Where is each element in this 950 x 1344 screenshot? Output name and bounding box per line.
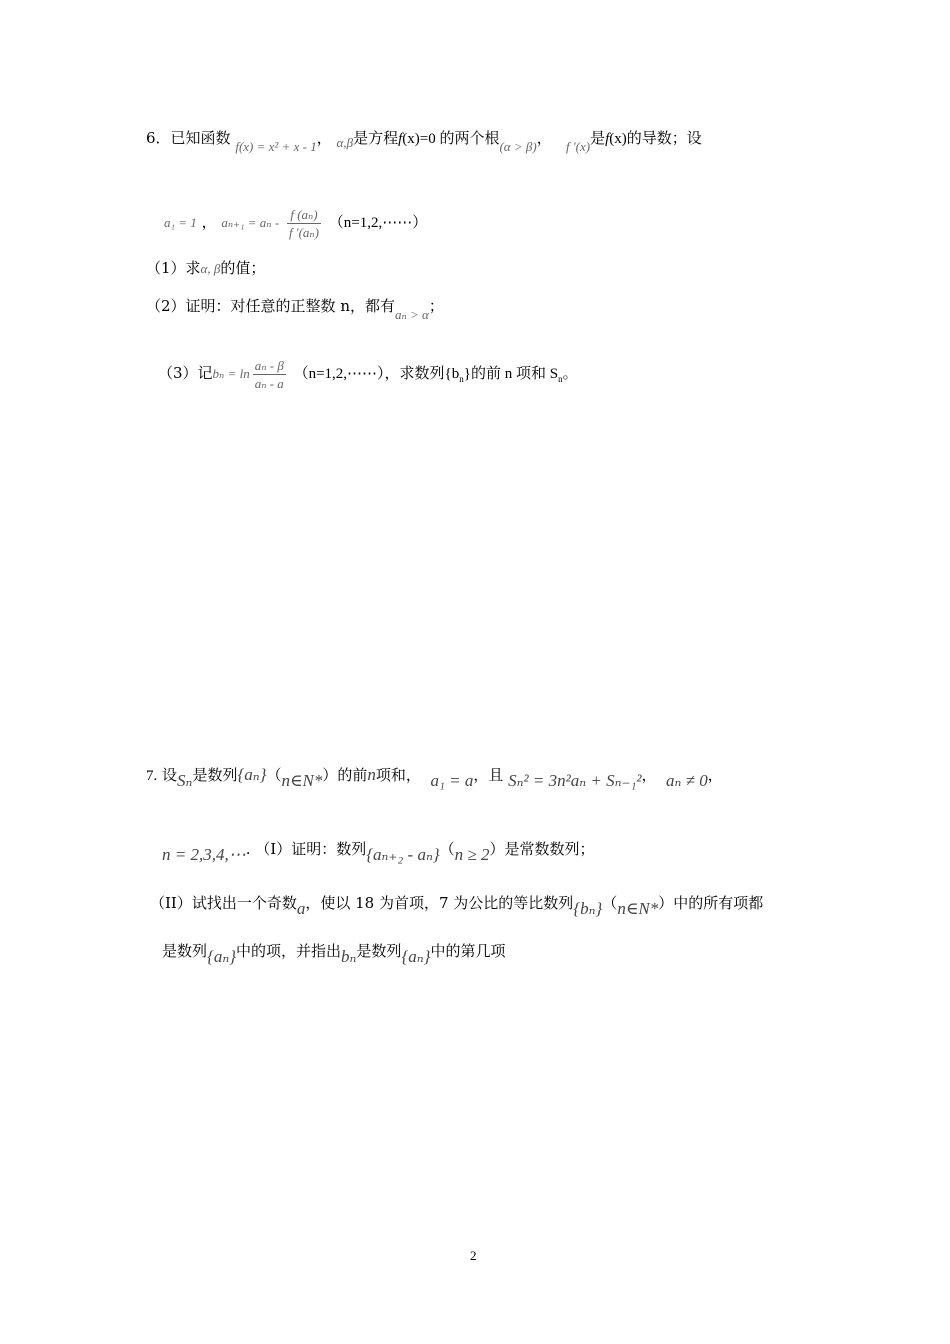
- q7-bn-set: {bₙ}: [573, 899, 603, 918]
- q6-roots-text: 是方程: [353, 129, 399, 147]
- q7-line-2: [162, 832, 595, 866]
- q7-a-symbol: a: [296, 899, 306, 918]
- q6-function-expr: f(x) = x² + x - 1: [235, 139, 317, 154]
- q6-part-3-sub-1: n: [459, 374, 464, 384]
- q6-a1: a₁ = 1: [164, 215, 197, 230]
- q6-f-symbol: f: [398, 131, 403, 147]
- q7-text-16: 中的项，并指出: [236, 942, 342, 960]
- q7-part-1-label: （I）证明：数列: [255, 840, 367, 858]
- q7-text-5: 项和，: [375, 766, 421, 784]
- q7-bn-symbol: bₙ: [341, 947, 357, 966]
- q7-n-in-N-2: n∈N*: [617, 899, 659, 918]
- q7-text-3: （: [266, 766, 282, 784]
- q7-text-9: .: [245, 840, 251, 858]
- q6-part-2-text: （2）证明：对任意的正整数 n，都有: [146, 297, 395, 315]
- q6-recurrence-lhs: aₙ₊₁ = aₙ -: [221, 215, 280, 230]
- q7-text-7: ，: [641, 766, 657, 784]
- q7-n-in-N: n∈N*: [281, 771, 323, 790]
- q7-text-13: （: [602, 894, 618, 912]
- q6-line-1: [146, 128, 702, 154]
- q7-text-11: ）是常数数列；: [489, 840, 595, 858]
- q6-comma-2: ，: [536, 129, 552, 147]
- q6-part-3-lhs: bₙ = ln: [212, 366, 250, 381]
- q6-line-2: [164, 204, 427, 241]
- q7-text-18: 中的第几项: [430, 942, 506, 960]
- q6-comma: ，: [316, 129, 332, 147]
- q6-number: 6．: [146, 129, 171, 147]
- q6-deriv-text-2: (x)的导数；设: [609, 131, 702, 147]
- q6-comma-3: ，: [201, 213, 217, 231]
- q7-text-2: 是数列: [192, 766, 238, 784]
- q7-text-6: ，且: [473, 766, 504, 784]
- q6-part-2: [146, 296, 444, 322]
- q6-root-condition: (α > β): [499, 139, 537, 154]
- q7-diff-set: {aₙ₊₂ - aₙ}: [366, 845, 440, 864]
- q6-fraction-denominator: f '(aₙ): [288, 224, 320, 240]
- q6-recurrence-fraction: [287, 206, 321, 241]
- q7-text-14: ）中的所有项都: [658, 894, 764, 912]
- q6-f-symbol-2: f: [605, 131, 610, 147]
- q6-part-3-text: [294, 366, 578, 382]
- q7-an-set-2: {aₙ}: [207, 947, 237, 966]
- q7-S-n: Sₙ: [177, 771, 193, 790]
- q7-line-3: [150, 886, 763, 920]
- q7-an-set-3: {aₙ}: [401, 947, 431, 966]
- q7-text-15: 是数列: [162, 942, 208, 960]
- q7-number: 7.: [146, 768, 158, 784]
- q7-an-set: {aₙ}: [237, 765, 267, 784]
- q7-part-2-label: （II）试找出一个奇数: [150, 894, 297, 912]
- q7-text-12: ，使以 18 为首项，7 为公比的等比数列: [305, 894, 574, 912]
- q6-roots-text-2: (x)=0 的两个根: [402, 131, 500, 147]
- q6-derivative: f '(x): [566, 139, 591, 154]
- q6-part-3-numerator: aₙ - β: [253, 357, 286, 375]
- q7-line-1: [146, 758, 723, 793]
- q7-text-8: ，: [707, 766, 723, 784]
- q6-part-3-denominator: aₙ - a: [254, 375, 284, 391]
- q7-a1-eq: a₁ = a: [430, 771, 474, 790]
- q6-part-2-end: ；: [428, 297, 444, 315]
- q6-deriv-text: 是: [590, 129, 606, 147]
- q7-text-17: 是数列: [356, 942, 402, 960]
- q6-intro: 已知函数: [170, 129, 231, 147]
- q6-part-1-label: （1）求: [146, 259, 201, 277]
- q6-part-1-symbols: α, β: [200, 261, 221, 276]
- q6-part-1-text: 的值；: [220, 259, 266, 277]
- q7-line-4: [162, 934, 505, 968]
- q7-text-1: 设: [162, 766, 178, 784]
- q7-an-nonzero: aₙ ≠ 0: [666, 771, 708, 790]
- q6-part-3-text-b: }的前 n 项和 S: [463, 366, 559, 382]
- q7-n-symbol: n: [367, 765, 376, 784]
- q7-n-list: n = 2,3,4,⋯: [162, 845, 246, 864]
- q6-part-1: [146, 258, 265, 279]
- q6-part-3-fraction: [253, 357, 286, 392]
- q6-n-range: （n=1,2,⋯⋯）: [328, 215, 428, 231]
- q6-part-2-math: aₙ > α: [394, 307, 429, 322]
- q6-part-3-sub-2: n: [558, 374, 563, 384]
- q7-n-ge-2: n ≥ 2: [454, 845, 490, 864]
- q6-fraction-numerator: f (aₙ): [287, 206, 321, 224]
- q7-text-4: ）的前: [322, 766, 368, 784]
- q6-part-3-text-a: （n=1,2,⋯⋯），求数列{b: [293, 366, 460, 382]
- q7-text-10: （: [439, 840, 455, 858]
- q6-part-3-label: （3）记: [158, 364, 213, 382]
- q6-roots: α,β: [336, 135, 354, 150]
- page-number: 2: [470, 1248, 477, 1263]
- q6-part-3: [158, 352, 578, 400]
- q6-part-3-text-c: 。: [562, 366, 578, 382]
- q7-relation: Sₙ² = 3n²aₙ + Sₙ₋₁²: [508, 771, 642, 790]
